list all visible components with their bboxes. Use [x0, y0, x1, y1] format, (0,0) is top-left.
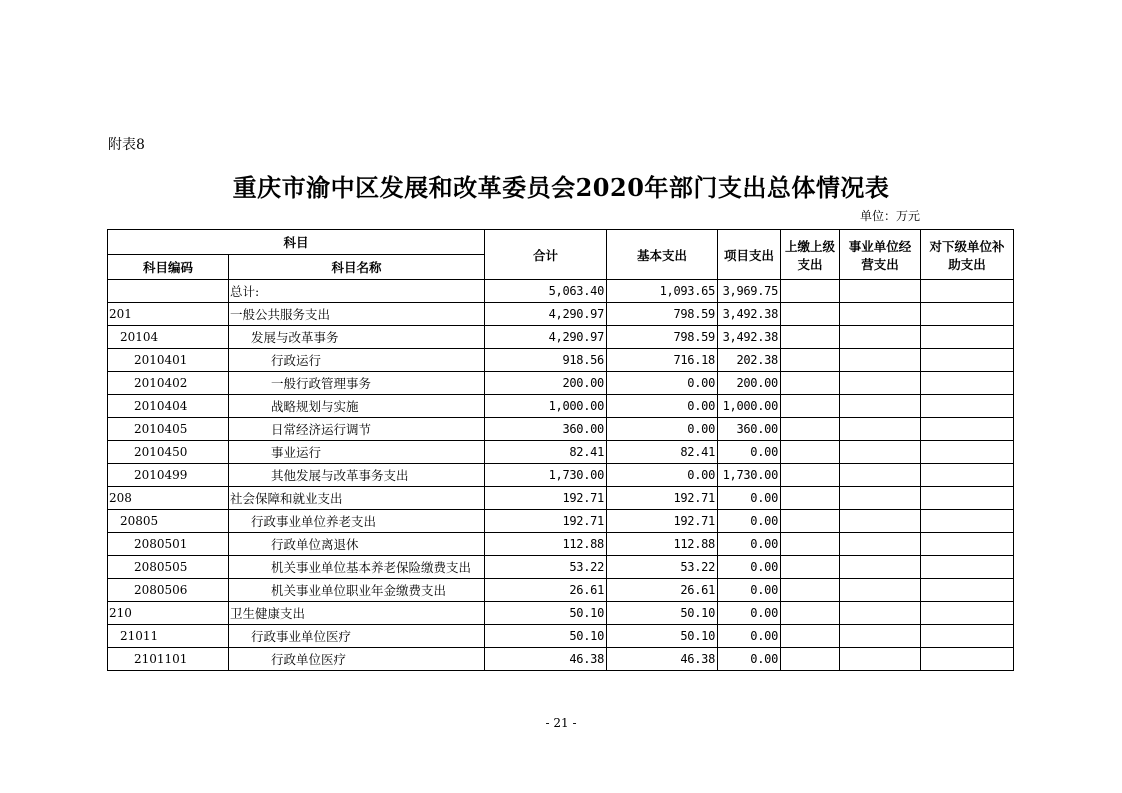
upper-header-line1: 上缴上级 [784, 238, 835, 254]
cell-total: 5,063.40 [485, 280, 607, 303]
cell-subsidy [921, 625, 1014, 648]
table-row [108, 464, 1014, 487]
cell-project: 1,000.00 [718, 395, 781, 418]
cell-business [840, 280, 921, 303]
cell-name: 行政单位医疗 [229, 648, 485, 671]
cell-subsidy [921, 533, 1014, 556]
name-header: 科目名称 [229, 255, 485, 280]
table-row [108, 533, 1014, 556]
expenditure-table [107, 229, 1014, 671]
cell-basic: 798.59 [607, 303, 718, 326]
cell-total: 200.00 [485, 372, 607, 395]
cell-business [840, 648, 921, 671]
cell-code: 201 [108, 303, 229, 326]
subsidy-header [921, 230, 1014, 280]
cell-name: 其他发展与改革事务支出 [229, 464, 485, 487]
cell-code: 2010499 [108, 464, 229, 487]
cell-upper [781, 533, 840, 556]
page-number: - 21 - [545, 716, 577, 730]
cell-basic: 0.00 [607, 395, 718, 418]
cell-upper [781, 602, 840, 625]
cell-code: 2010450 [108, 441, 229, 464]
cell-business [840, 349, 921, 372]
cell-name: 卫生健康支出 [229, 602, 485, 625]
table-row [108, 556, 1014, 579]
cell-basic: 50.10 [607, 602, 718, 625]
subsidy-header-line2: 助支出 [948, 256, 986, 272]
cell-total: 4,290.97 [485, 326, 607, 349]
cell-business [840, 625, 921, 648]
cell-name: 社会保障和就业支出 [229, 487, 485, 510]
cell-total: 192.71 [485, 487, 607, 510]
cell-code: 2010401 [108, 349, 229, 372]
cell-name: 总计: [229, 280, 485, 303]
cell-code: 21011 [108, 625, 229, 648]
cell-code: 2080506 [108, 579, 229, 602]
cell-project: 0.00 [718, 625, 781, 648]
code-header: 科目编码 [108, 255, 229, 280]
table-row [108, 625, 1014, 648]
cell-project: 0.00 [718, 579, 781, 602]
cell-name: 机关事业单位基本养老保险缴费支出 [229, 556, 485, 579]
cell-basic: 53.22 [607, 556, 718, 579]
table-row [108, 441, 1014, 464]
cell-total: 918.56 [485, 349, 607, 372]
business-header [840, 230, 921, 280]
table-row [108, 510, 1014, 533]
cell-basic: 50.10 [607, 625, 718, 648]
page-title: 重庆市渝中区发展和改革委员会2020年部门支出总体情况表 [232, 173, 890, 202]
table-row [108, 648, 1014, 671]
cell-business [840, 326, 921, 349]
cell-basic: 46.38 [607, 648, 718, 671]
cell-basic: 0.00 [607, 372, 718, 395]
cell-subsidy [921, 395, 1014, 418]
cell-upper [781, 395, 840, 418]
cell-basic: 112.88 [607, 533, 718, 556]
cell-basic: 82.41 [607, 441, 718, 464]
cell-total: 1,730.00 [485, 464, 607, 487]
cell-basic: 0.00 [607, 418, 718, 441]
cell-business [840, 602, 921, 625]
cell-subsidy [921, 556, 1014, 579]
table-row [108, 372, 1014, 395]
cell-name: 事业运行 [229, 441, 485, 464]
table-row [108, 579, 1014, 602]
cell-name: 一般行政管理事务 [229, 372, 485, 395]
cell-project: 0.00 [718, 441, 781, 464]
cell-project: 3,969.75 [718, 280, 781, 303]
cell-code: 2080501 [108, 533, 229, 556]
cell-project: 0.00 [718, 533, 781, 556]
table-row [108, 602, 1014, 625]
cell-total: 360.00 [485, 418, 607, 441]
subject-header: 科目 [108, 230, 485, 255]
cell-subsidy [921, 372, 1014, 395]
cell-project: 0.00 [718, 487, 781, 510]
cell-basic: 1,093.65 [607, 280, 718, 303]
cell-business [840, 372, 921, 395]
cell-code [108, 280, 229, 303]
cell-upper [781, 372, 840, 395]
cell-total: 1,000.00 [485, 395, 607, 418]
unit-label: 单位：万元 [859, 209, 920, 223]
cell-business [840, 556, 921, 579]
cell-basic: 26.61 [607, 579, 718, 602]
cell-name: 行政事业单位医疗 [229, 625, 485, 648]
table-row [108, 326, 1014, 349]
cell-subsidy [921, 510, 1014, 533]
cell-name: 日常经济运行调节 [229, 418, 485, 441]
cell-upper [781, 441, 840, 464]
cell-total: 82.41 [485, 441, 607, 464]
appendix-label: 附表8 [108, 137, 145, 153]
cell-project: 3,492.38 [718, 326, 781, 349]
cell-project: 360.00 [718, 418, 781, 441]
cell-name: 战略规划与实施 [229, 395, 485, 418]
cell-business [840, 579, 921, 602]
cell-total: 50.10 [485, 602, 607, 625]
basic-header: 基本支出 [607, 230, 718, 280]
cell-code: 20104 [108, 326, 229, 349]
cell-business [840, 441, 921, 464]
business-header-line2: 营支出 [861, 256, 899, 272]
cell-basic: 798.59 [607, 326, 718, 349]
cell-total: 50.10 [485, 625, 607, 648]
cell-total: 53.22 [485, 556, 607, 579]
cell-upper [781, 487, 840, 510]
subsidy-header-line1: 对下级单位补 [929, 238, 1005, 254]
cell-upper [781, 579, 840, 602]
cell-business [840, 395, 921, 418]
cell-upper [781, 510, 840, 533]
cell-code: 20805 [108, 510, 229, 533]
cell-project: 0.00 [718, 510, 781, 533]
cell-upper [781, 326, 840, 349]
cell-subsidy [921, 579, 1014, 602]
cell-basic: 716.18 [607, 349, 718, 372]
cell-project: 0.00 [718, 648, 781, 671]
cell-business [840, 533, 921, 556]
cell-subsidy [921, 602, 1014, 625]
upper-header-line2: 支出 [797, 256, 823, 272]
cell-upper [781, 648, 840, 671]
cell-basic: 0.00 [607, 464, 718, 487]
table-row [108, 487, 1014, 510]
cell-total: 46.38 [485, 648, 607, 671]
cell-subsidy [921, 441, 1014, 464]
total-header: 合计 [485, 230, 607, 280]
cell-business [840, 487, 921, 510]
cell-basic: 192.71 [607, 487, 718, 510]
cell-upper [781, 556, 840, 579]
cell-code: 2010402 [108, 372, 229, 395]
cell-basic: 192.71 [607, 510, 718, 533]
cell-upper [781, 464, 840, 487]
cell-business [840, 510, 921, 533]
cell-name: 一般公共服务支出 [229, 303, 485, 326]
table-row [108, 395, 1014, 418]
cell-subsidy [921, 487, 1014, 510]
cell-business [840, 418, 921, 441]
cell-upper [781, 280, 840, 303]
cell-name: 行政单位离退休 [229, 533, 485, 556]
cell-subsidy [921, 280, 1014, 303]
cell-total: 26.61 [485, 579, 607, 602]
cell-name: 发展与改革事务 [229, 326, 485, 349]
cell-project: 0.00 [718, 556, 781, 579]
cell-subsidy [921, 349, 1014, 372]
cell-subsidy [921, 418, 1014, 441]
cell-code: 2010405 [108, 418, 229, 441]
cell-upper [781, 625, 840, 648]
cell-code: 2080505 [108, 556, 229, 579]
cell-total: 192.71 [485, 510, 607, 533]
cell-project: 202.38 [718, 349, 781, 372]
cell-upper [781, 303, 840, 326]
cell-subsidy [921, 326, 1014, 349]
cell-name: 行政事业单位养老支出 [229, 510, 485, 533]
cell-project: 0.00 [718, 602, 781, 625]
cell-project: 1,730.00 [718, 464, 781, 487]
cell-total: 112.88 [485, 533, 607, 556]
table-row [108, 280, 1014, 303]
cell-project: 3,492.38 [718, 303, 781, 326]
business-header-line1: 事业单位经 [848, 238, 912, 254]
cell-code: 210 [108, 602, 229, 625]
project-header: 项目支出 [718, 230, 781, 280]
cell-code: 2010404 [108, 395, 229, 418]
cell-subsidy [921, 464, 1014, 487]
table-row [108, 349, 1014, 372]
upper-header [781, 230, 840, 280]
table-row [108, 418, 1014, 441]
table-row [108, 303, 1014, 326]
cell-name: 机关事业单位职业年金缴费支出 [229, 579, 485, 602]
table-body [108, 280, 1014, 671]
cell-total: 4,290.97 [485, 303, 607, 326]
cell-subsidy [921, 648, 1014, 671]
cell-code: 2101101 [108, 648, 229, 671]
cell-project: 200.00 [718, 372, 781, 395]
cell-business [840, 303, 921, 326]
cell-name: 行政运行 [229, 349, 485, 372]
cell-business [840, 464, 921, 487]
cell-subsidy [921, 303, 1014, 326]
cell-upper [781, 418, 840, 441]
cell-code: 208 [108, 487, 229, 510]
cell-upper [781, 349, 840, 372]
